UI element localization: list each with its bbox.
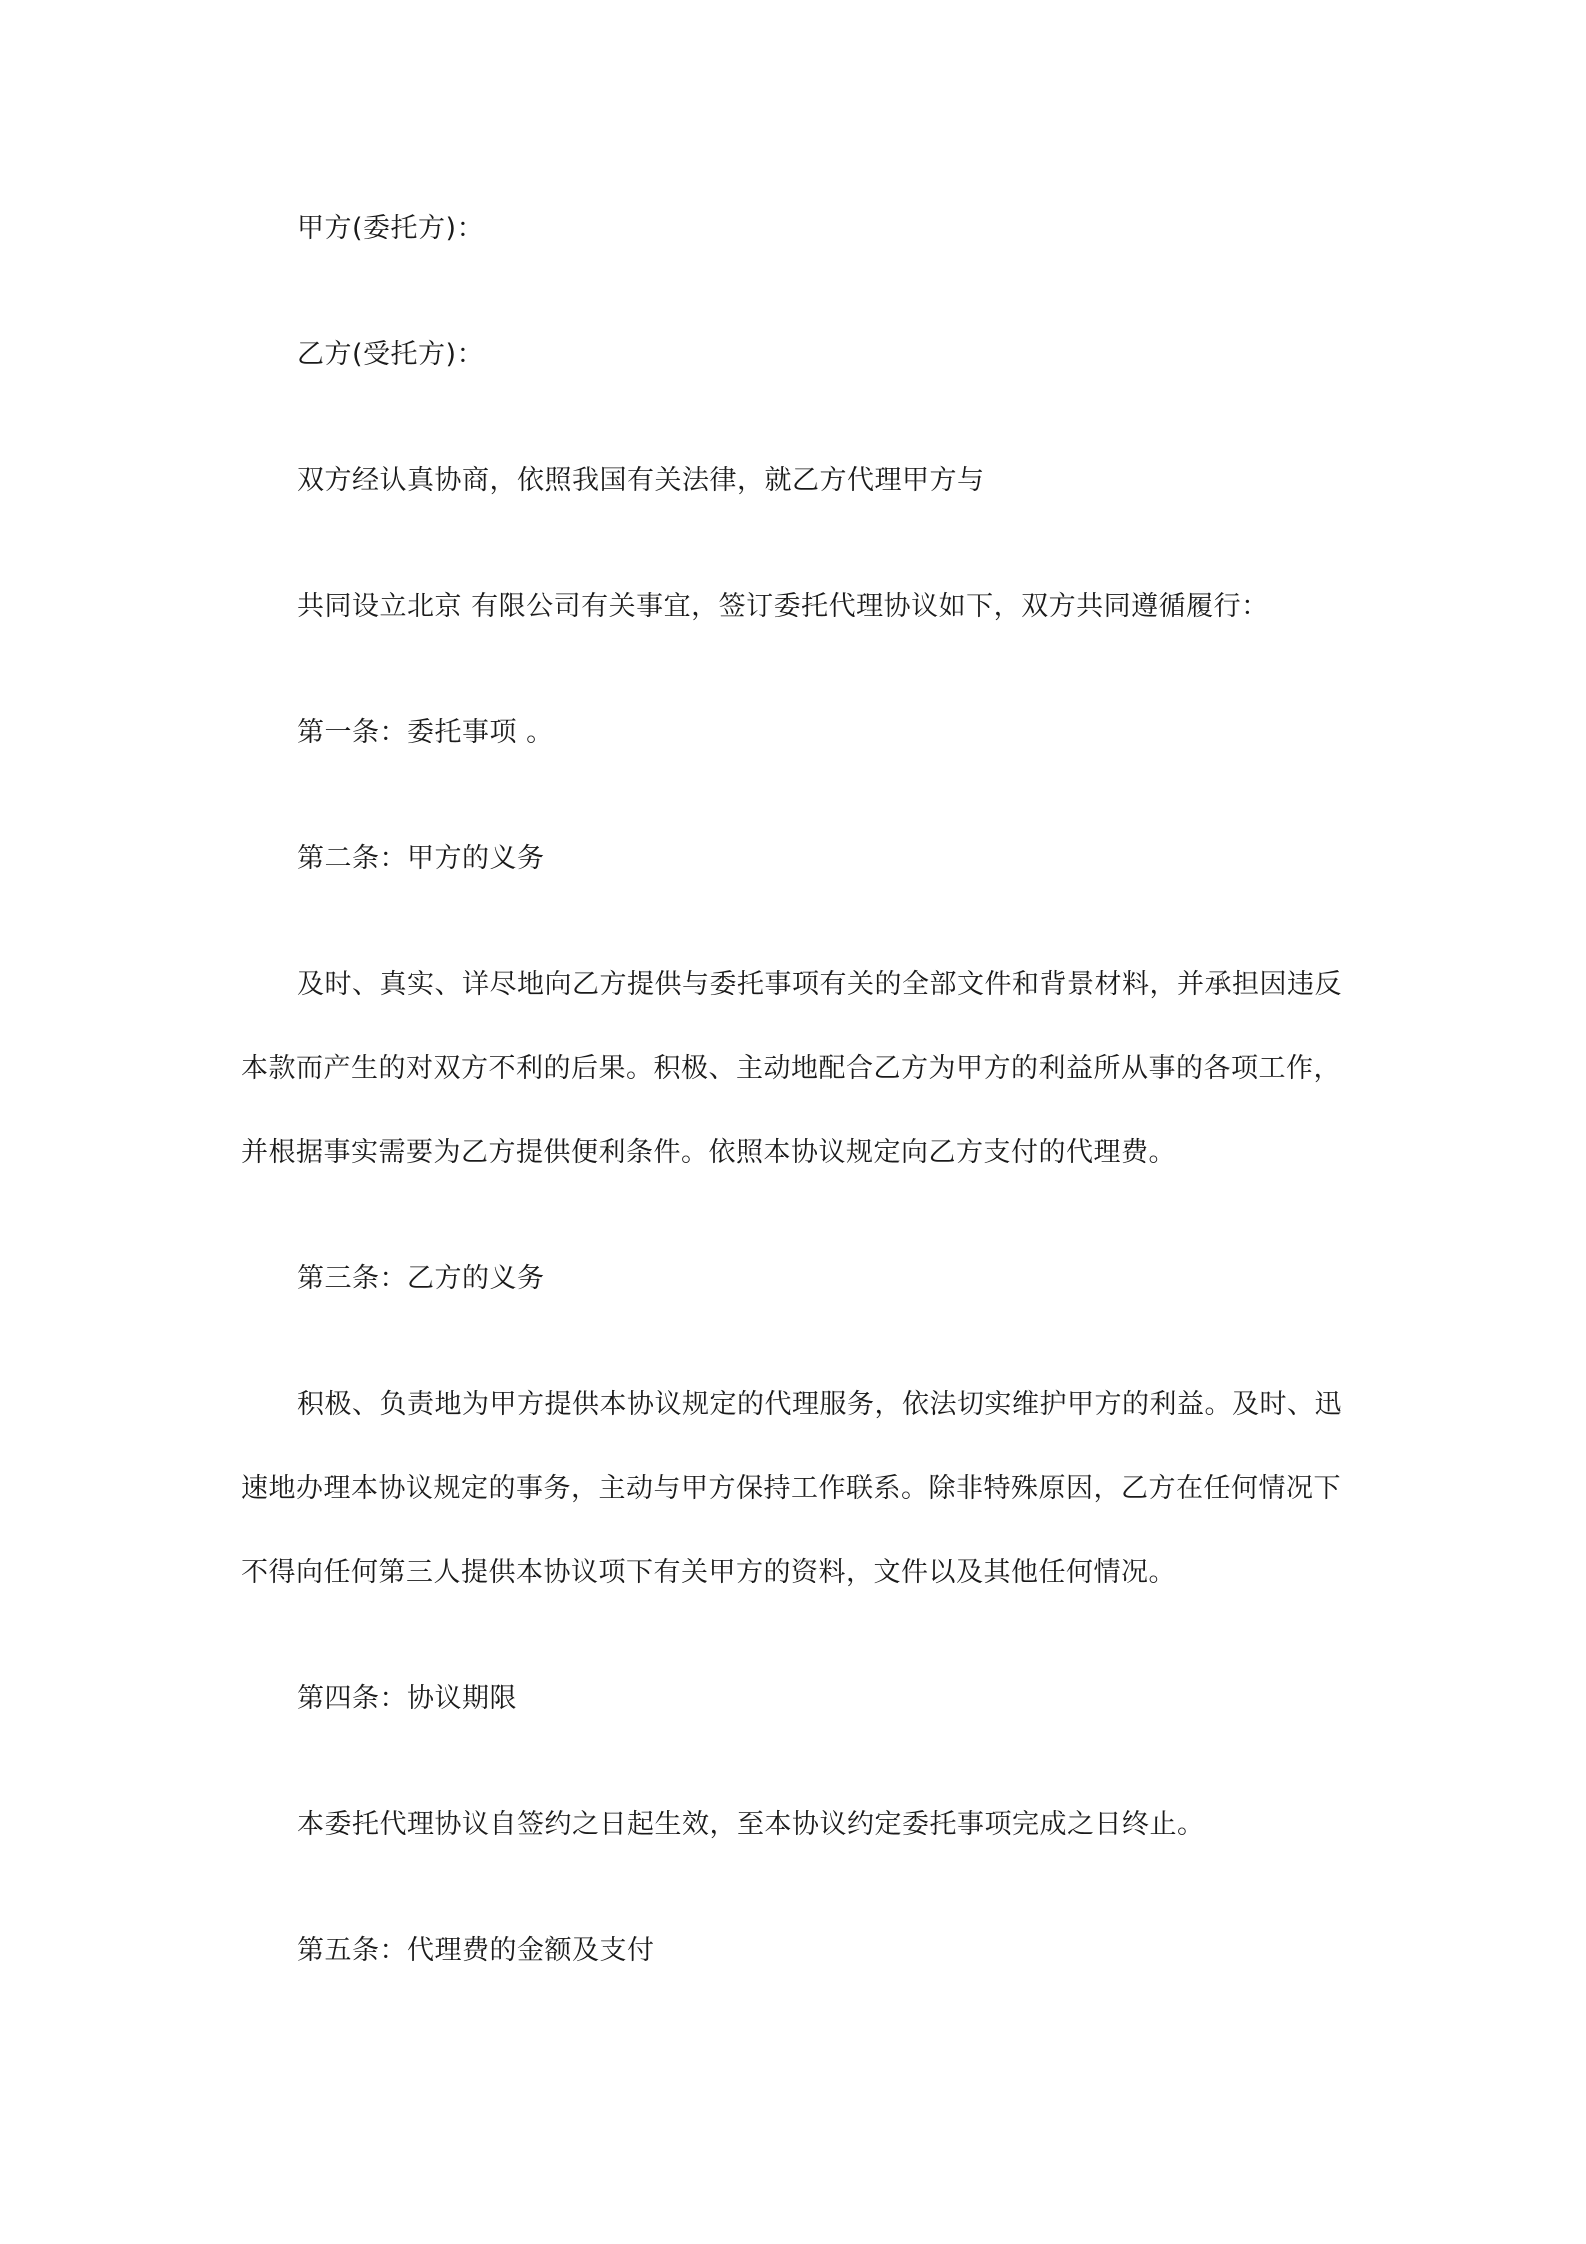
party-b-label: 乙方(受托方)：	[297, 339, 485, 370]
article-2-body-line: 本款而产生的对双方不利的后果。积极、主动地配合乙方为甲方的利益所从事的各项工作，	[241, 1053, 1341, 1084]
party-a-label: 甲方(委托方)：	[297, 213, 485, 244]
article-1-heading: 第一条：委托事项 。	[297, 717, 554, 748]
article-3-heading: 第三条：乙方的义务	[297, 1263, 545, 1294]
intro-line-1: 双方经认真协商，依照我国有关法律，就乙方代理甲方与	[297, 465, 985, 496]
article-3-body-line: 速地办理本协议规定的事务，主动与甲方保持工作联系。除非特殊原因，乙方在任何情况下	[241, 1473, 1341, 1504]
intro-line-2: 共同设立北京 有限公司有关事宜，签订委托代理协议如下，双方共同遵循履行：	[297, 591, 1269, 622]
article-2-body-line: 并根据事实需要为乙方提供便利条件。依照本协议规定向乙方支付的代理费。	[241, 1137, 1176, 1168]
article-2-body-line: 及时、真实、详尽地向乙方提供与委托事项有关的全部文件和背景材料，并承担因违反	[297, 969, 1342, 1000]
article-4-heading: 第四条：协议期限	[297, 1683, 517, 1714]
article-3-body-line: 积极、负责地为甲方提供本协议规定的代理服务，依法切实维护甲方的利益。及时、迅	[297, 1389, 1342, 1420]
article-2-heading: 第二条：甲方的义务	[297, 843, 545, 874]
article-5-heading: 第五条：代理费的金额及支付	[297, 1935, 655, 1966]
article-4-body: 本委托代理协议自签约之日起生效，至本协议约定委托事项完成之日终止。	[297, 1809, 1205, 1840]
article-3-body-line: 不得向任何第三人提供本协议项下有关甲方的资料，文件以及其他任何情况。	[241, 1557, 1176, 1588]
